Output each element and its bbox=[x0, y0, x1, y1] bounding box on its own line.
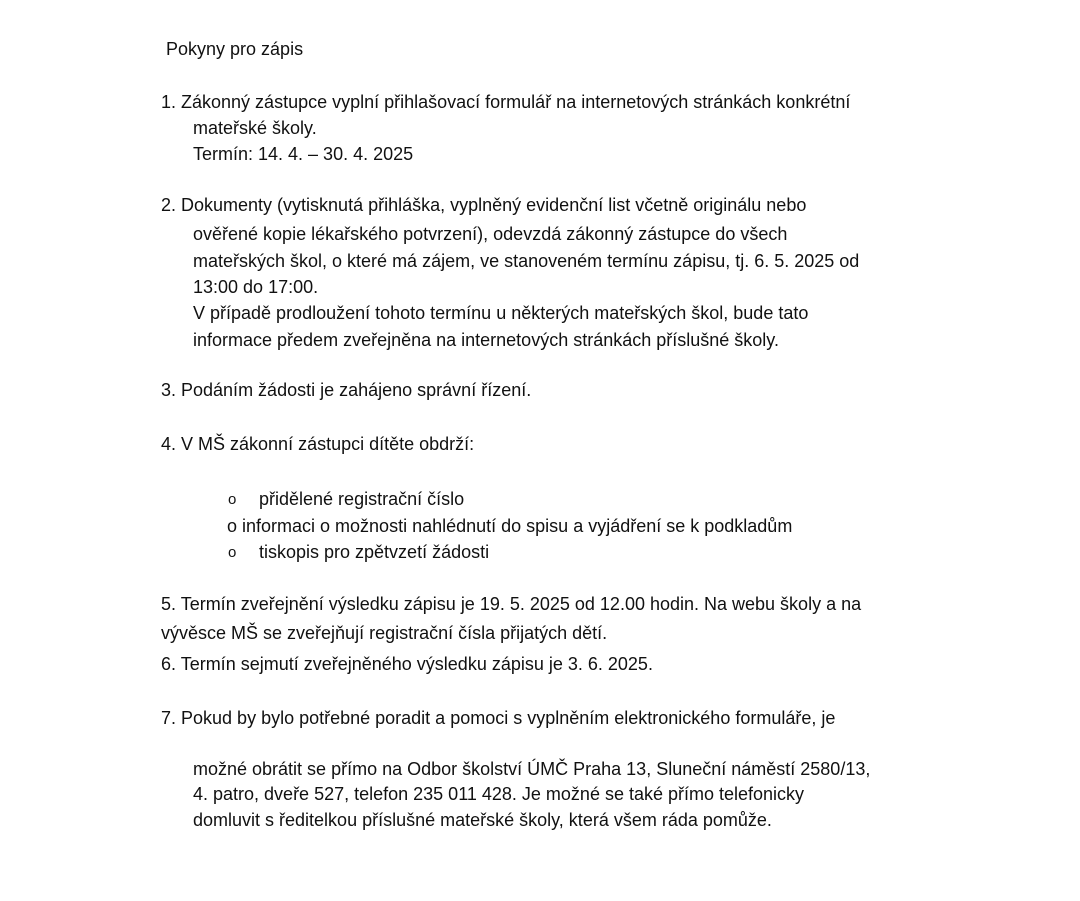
item-7-line-3: 4. patro, dveře 527, telefon 235 011 428. Je možné se také přímo telefonicky bbox=[193, 784, 805, 804]
document-title: Pokyny pro zápis bbox=[166, 39, 304, 59]
item-2-line-3: mateřských škol, o které má zájem, ve stanoveném termínu zápisu, tj. 6. 5. 2025 od bbox=[193, 251, 860, 271]
item-2-line-2: ověřené kopie lékařského potvrzení), odevzdá zákonný zástupce do všech bbox=[193, 224, 788, 244]
item-2-line-1: 2. Dokumenty (vytisknutá přihláška, vyplněný evidenční list včetně originálu nebo bbox=[161, 195, 807, 215]
bullet-item-1: přidělené registrační číslo bbox=[259, 489, 465, 509]
item-2-line-5: V případě prodloužení tohoto termínu u některých mateřských škol, bude tato bbox=[193, 303, 809, 323]
bullet-item-2: o informaci o možnosti nahlédnutí do spisu a vyjádření se k podkladům bbox=[227, 516, 793, 536]
item-5-line-2: vývěsce MŠ se zveřejňují registrační čísla přijatých dětí. bbox=[161, 623, 608, 643]
item-1-deadline: Termín: 14. 4. – 30. 4. 2025 bbox=[193, 144, 414, 164]
item-5-line-1: 5. Termín zveřejnění výsledku zápisu je 19. 5. 2025 od 12.00 hodin. Na webu školy a na bbox=[161, 594, 862, 614]
item-4-line-1: 4. V MŠ zákonní zástupci dítěte obdrží: bbox=[161, 434, 475, 454]
item-2-line-4: 13:00 do 17:00. bbox=[193, 277, 319, 297]
item-7-line-4: domluvit s ředitelkou příslušné mateřské školy, která všem ráda pomůže. bbox=[193, 810, 772, 830]
item-6-line-1: 6. Termín sejmutí zveřejněného výsledku zápisu je 3. 6. 2025. bbox=[161, 654, 653, 674]
bullet-item-3: tiskopis pro zpětvzetí žádosti bbox=[259, 542, 490, 562]
item-1-line-2: mateřské školy. bbox=[193, 118, 317, 138]
item-2-line-6: informace předem zveřejněna na internetových stránkách příslušné školy. bbox=[193, 330, 779, 350]
item-7-line-1: 7. Pokud by bylo potřebné poradit a pomoci s vyplněním elektronického formuláře, je bbox=[161, 708, 836, 728]
item-3-line-1: 3. Podáním žádosti je zahájeno správní řízení. bbox=[161, 380, 532, 400]
item-1-line-1: 1. Zákonný zástupce vyplní přihlašovací formulář na internetových stránkách konkrétní bbox=[161, 92, 851, 112]
item-7-line-2: možné obrátit se přímo na Odbor školství ÚMČ Praha 13, Sluneční náměstí 2580/13, bbox=[193, 759, 871, 779]
bullet-marker-1: o bbox=[228, 491, 237, 508]
bullet-marker-3: o bbox=[228, 544, 237, 561]
